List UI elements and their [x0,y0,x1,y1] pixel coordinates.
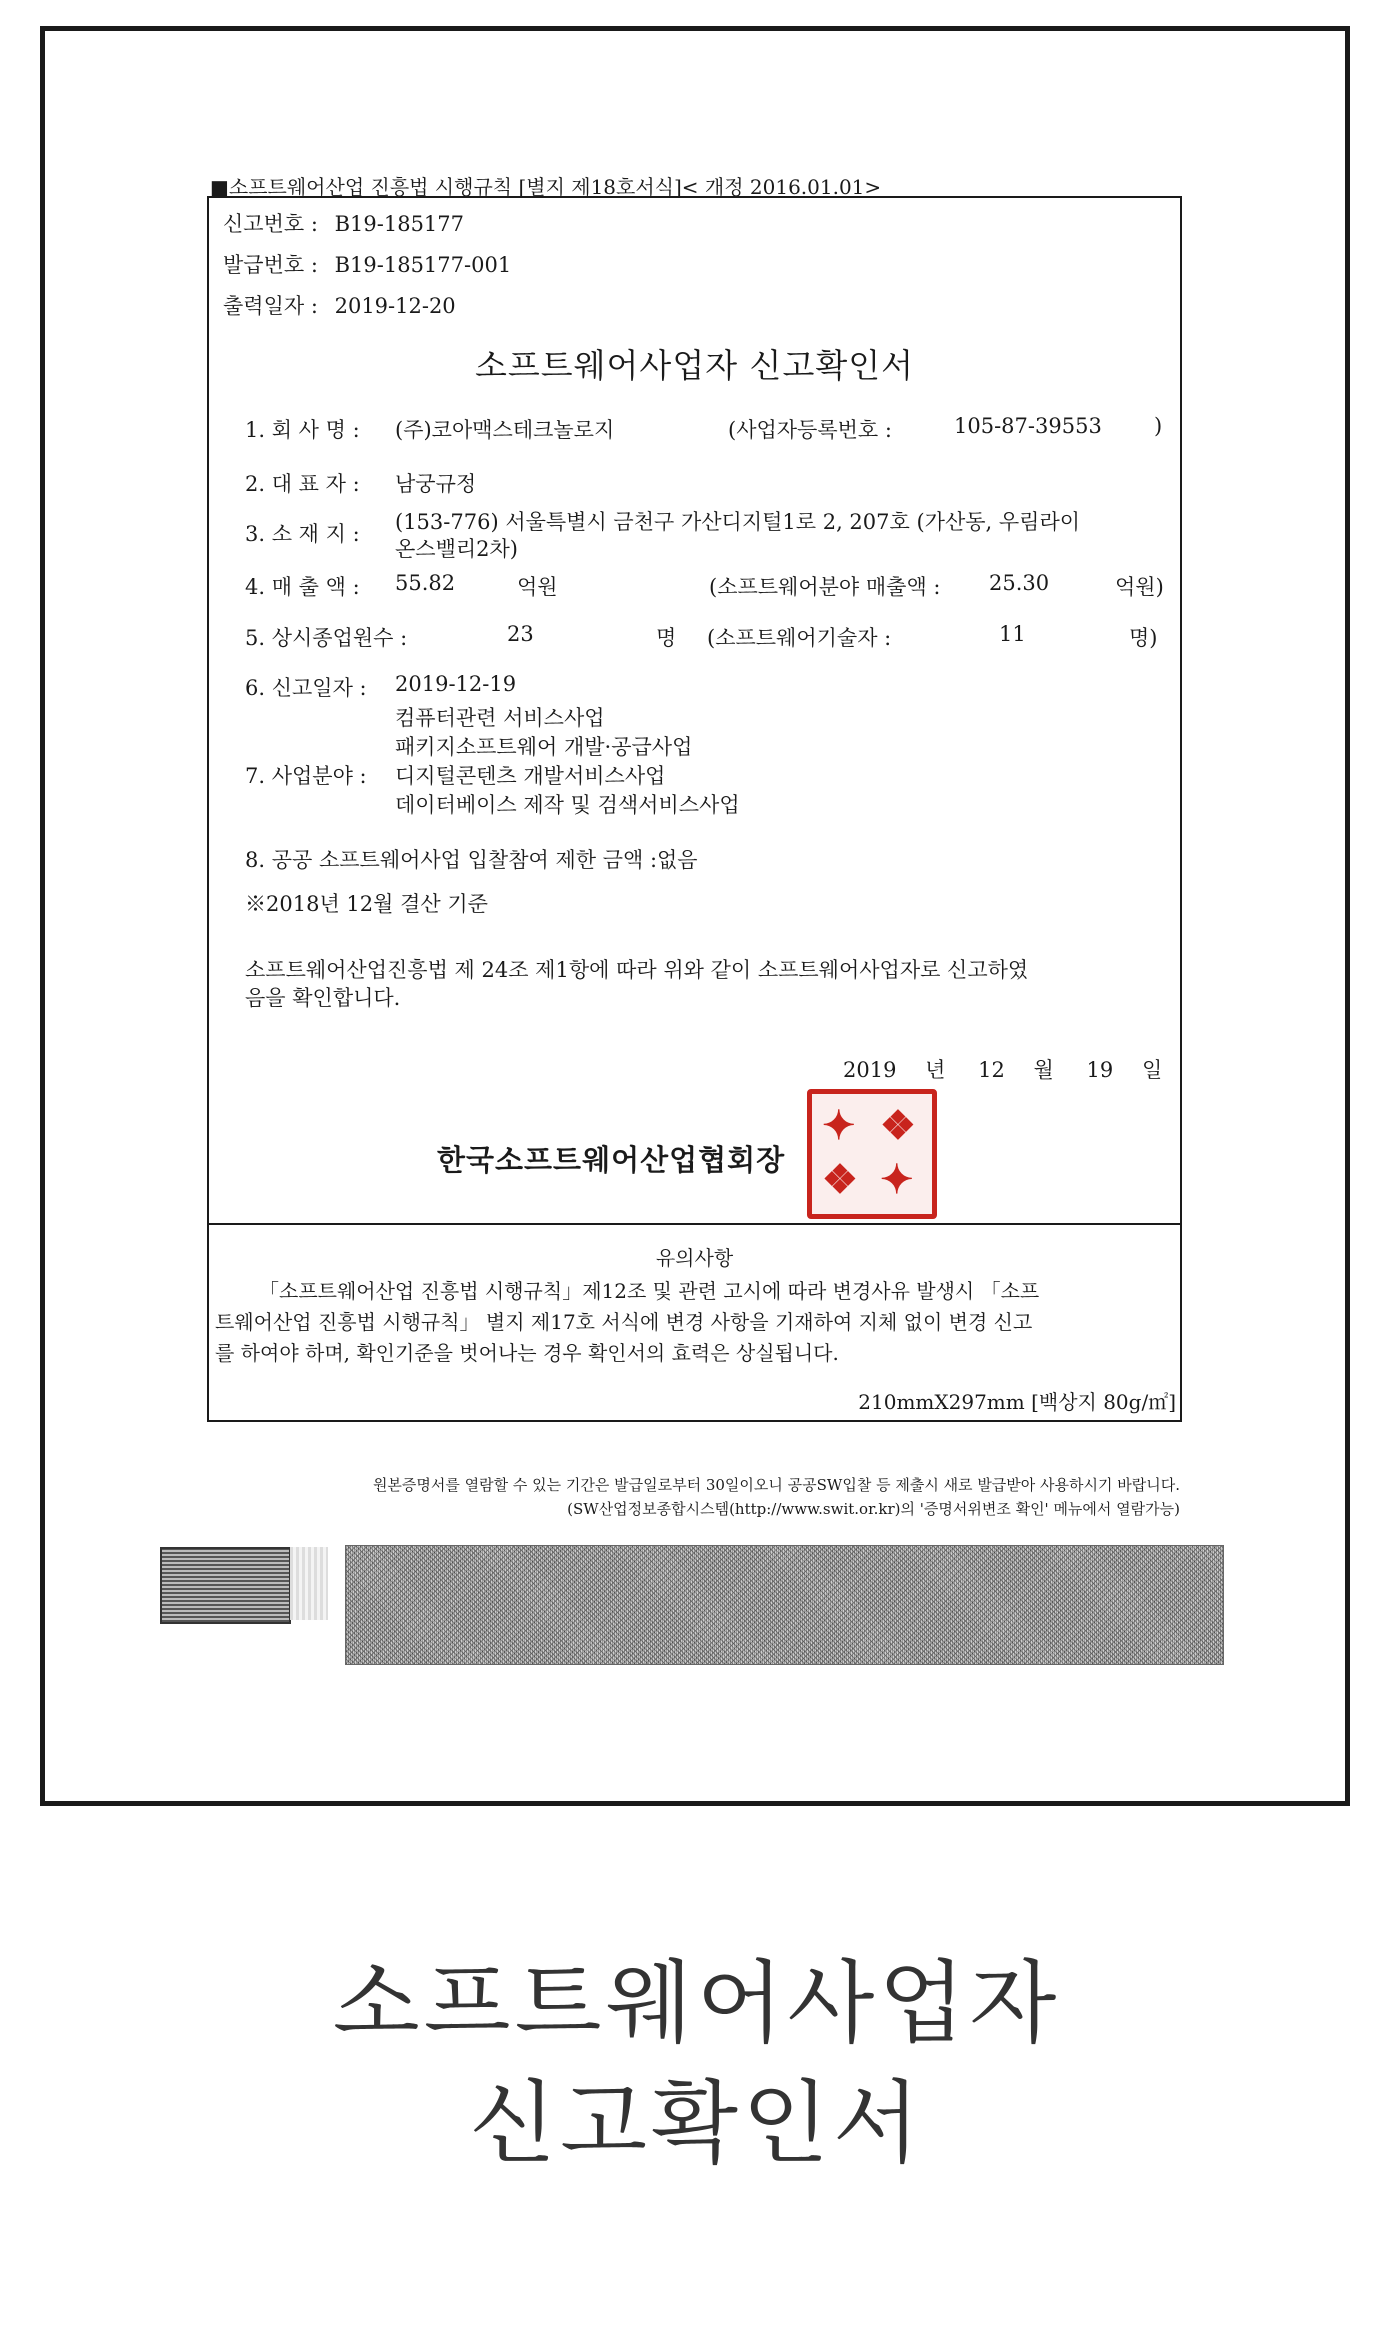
issue-date [843,1054,1162,1084]
business-label: 7. 사업분야 : [245,764,367,788]
sw-sales-label: (소프트웨어분야 매출액 : [709,575,941,599]
notice-line: 를 하여야 하며, 확인기준을 벗어나는 경우 확인서의 효력은 상실됩니다. [215,1341,839,1365]
print-date-label: 출력일자 : [223,294,318,318]
address-line-2: 온스밸리2차) [395,537,518,561]
employees-label: 5. 상시종업원수 : [245,626,408,650]
biz-reg-label: (사업자등록번호 : [728,418,892,442]
business-item: 디지털콘텐츠 개발서비스사업 [395,764,666,788]
qr-code-icon [160,1547,291,1624]
sw-engineers-label: (소프트웨어기술자 : [707,626,892,650]
biz-reg-number: 105-87-39553 [954,414,1102,438]
footer-validity-note: 원본증명서를 열람할 수 있는 기간은 발급일로부터 30일이오니 공공SW입찰 등 제출시 새로 발급받아 사용하시기 바랍니다. [372,1476,1180,1494]
issue-year-unit: 년 [925,1058,946,1082]
paper-spec: 210mmX297mm [백상지 80g/㎡] [858,1390,1176,1414]
notice-line: 「소프트웨어산업 진흥법 시행규칙」제12조 및 관련 고시에 따라 변경사유 발생시 「소프 [259,1279,1040,1303]
form-label: ■소프트웨어산업 진흥법 시행규칙 [별지 제18호서식]< 개정 2016.01.01> [210,175,882,199]
footer-system-note: (SW산업정보종합시스템(http://www.swit.or.kr)의 '증명서위변조 확인' 메뉴에서 열람가능) [567,1500,1180,1518]
security-barcode-strip [345,1545,1224,1665]
issue-number-label: 발급번호 : [223,253,318,277]
issue-month: 12 [978,1058,1005,1082]
biz-reg-close: ) [1154,414,1163,438]
barcode-icon [290,1547,328,1620]
confirmation-line-1: 소프트웨어산업진흥법 제 24조 제1항에 따라 위와 같이 소프트웨어사업자로 신고하였 [245,958,1029,982]
report-number-label: 신고번호 : [223,212,318,236]
employees-value: 23 [507,622,534,646]
business-item: 데이터베이스 제작 및 검색서비스사업 [395,793,740,817]
print-date [223,290,456,320]
official-seal-icon: ✦ ❖ ❖ ✦ [807,1089,937,1219]
document-title: 소프트웨어사업자 신고확인서 [475,346,914,385]
signer-name: 한국소프트웨어산업협회장 [437,1143,786,1177]
report-date-value: 2019-12-19 [395,672,517,696]
certificate [207,196,1182,1422]
issue-month-unit: 월 [1033,1058,1054,1082]
report-number [223,208,464,238]
sales-label: 4. 매 출 액 : [245,575,360,599]
company-label: 1. 회 사 명 : [245,418,360,442]
caption-line-2: 신고확인서 [469,2071,924,2176]
business-item: 패키지소프트웨어 개발·공급사업 [395,735,693,759]
notice-line: 트웨어산업 진흥법 시행규칙」 별지 제17호 서식에 변경 사항을 기재하여 지체 없이 변경 신고 [215,1310,1033,1334]
sw-sales-unit: 억원) [1115,575,1164,599]
report-date-label: 6. 신고일자 : [245,676,367,700]
notice-title: 유의사항 [655,1246,734,1270]
company-name: (주)코아맥스테크놀로지 [395,418,615,442]
ceo-name: 남궁규정 [395,472,477,496]
issue-year: 2019 [843,1058,897,1082]
address-line-1: (153-776) 서울특별시 금천구 가산디지털1로 2, 207호 (가산동, 우림라이 [395,510,1081,534]
ceo-label: 2. 대 표 자 : [245,472,360,496]
employees-unit: 명 [656,626,677,650]
sw-engineers-unit: 명) [1129,626,1158,650]
address-label: 3. 소 재 지 : [245,522,360,546]
business-item: 컴퓨터관련 서비스사업 [395,706,605,730]
notice-divider [209,1223,1180,1225]
issue-number-value: B19-185177-001 [334,253,512,277]
bid-limit: 8. 공공 소프트웨어사업 입찰참여 제한 금액 :없음 [245,848,698,872]
sw-engineers-value: 11 [999,622,1026,646]
caption-line-1: 소프트웨어사업자 [332,1951,1061,2056]
issue-number [223,249,511,279]
sales-value: 55.82 [395,571,456,595]
notice-body [215,1276,1175,1369]
issue-day-unit: 일 [1141,1058,1163,1082]
issue-day: 19 [1086,1058,1114,1082]
report-number-value: B19-185177 [334,212,465,236]
sales-unit: 억원 [517,575,558,599]
settlement-note: ※2018년 12월 결산 기준 [245,892,488,916]
confirmation-line-2: 음을 확인합니다. [245,986,401,1010]
print-date-value: 2019-12-20 [334,294,456,318]
sw-sales-value: 25.30 [989,571,1050,595]
